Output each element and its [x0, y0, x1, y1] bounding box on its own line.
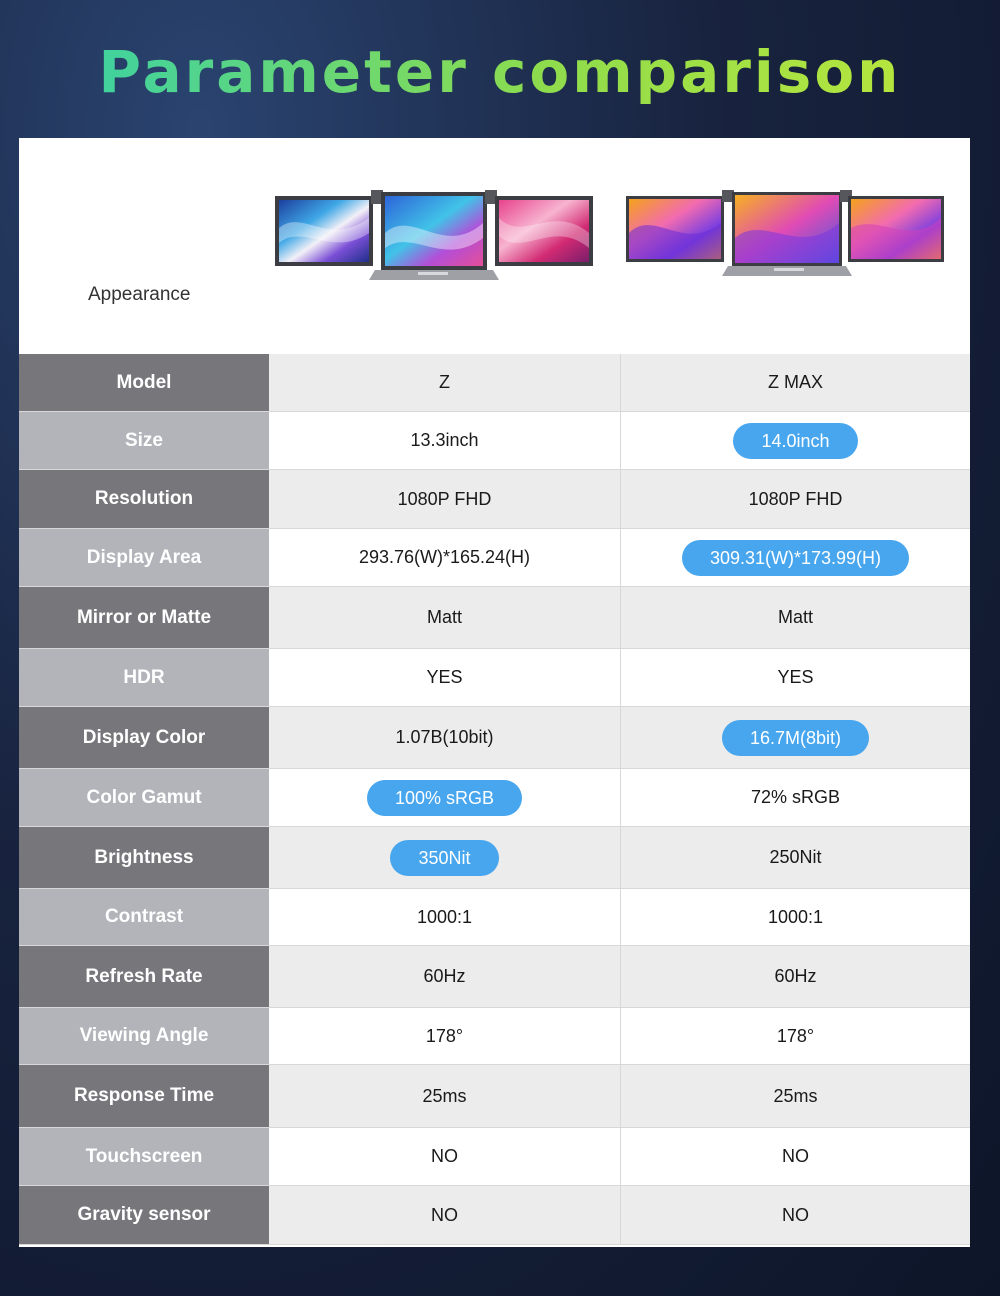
spec-value-z [269, 769, 621, 826]
spec-label: Gravity sensor [19, 1186, 269, 1244]
spec-label: Display Color [19, 707, 269, 768]
spec-value-zmax [621, 769, 970, 826]
spec-label: Color Gamut [19, 769, 269, 826]
spec-value-zmax [621, 1186, 970, 1244]
spec-value-text: NO [431, 1204, 458, 1225]
spec-row [19, 412, 970, 470]
spec-value-text: 1.07B(10bit) [395, 727, 494, 747]
spec-row [19, 1065, 970, 1128]
spec-label: Response Time [19, 1065, 269, 1127]
spec-row [19, 470, 970, 529]
spec-value-z [269, 946, 621, 1007]
spec-value-text: 1000:1 [416, 906, 473, 927]
spec-label: HDR [19, 649, 269, 706]
spec-value-zmax [621, 889, 970, 945]
spec-value-z [269, 1008, 621, 1064]
spec-value-text: NO [431, 1146, 458, 1166]
page-title: Parameter comparison [0, 38, 1000, 106]
comparison-panel [19, 138, 970, 1247]
spec-value-zmax [621, 354, 970, 411]
spec-value-zmax [621, 470, 970, 528]
spec-value-text: 60Hz [423, 966, 466, 986]
spec-row [19, 649, 970, 707]
spec-value-text: NO [782, 1146, 809, 1166]
spec-value-text: Matt [426, 607, 462, 627]
spec-value-text: 72% sRGB [750, 787, 841, 807]
spec-value-text: 13.3inch [410, 430, 479, 450]
spec-value-text: 25ms [773, 1085, 818, 1106]
spec-value-text: 178° [425, 1025, 464, 1046]
spec-label: Display Area [19, 529, 269, 586]
highlight-pill: 309.31(W)*173.99(H) [682, 540, 909, 576]
spec-value-text: NO [782, 1204, 809, 1225]
spec-value-z [269, 470, 621, 528]
spec-value-z [269, 354, 621, 411]
highlight-pill: 100% sRGB [367, 780, 522, 816]
spec-value-zmax [621, 707, 970, 768]
spec-value-zmax [621, 1065, 970, 1127]
spec-value-z [269, 412, 621, 469]
spec-value-z [269, 1065, 621, 1127]
spec-table [19, 354, 970, 1245]
spec-value-z [269, 1128, 621, 1185]
spec-value-z [269, 649, 621, 706]
spec-value-zmax [621, 1128, 970, 1185]
spec-value-text: 250Nit [769, 847, 822, 867]
spec-value-text: 1000:1 [767, 906, 824, 927]
spec-value-z [269, 707, 621, 768]
spec-label: Touchscreen [19, 1128, 269, 1185]
spec-label: Brightness [19, 827, 269, 888]
spec-row [19, 354, 970, 412]
highlight-pill: 16.7M(8bit) [722, 720, 869, 756]
spec-value-z [269, 1186, 621, 1244]
spec-value-zmax [621, 827, 970, 888]
spec-row [19, 889, 970, 946]
spec-label: Viewing Angle [19, 1008, 269, 1064]
product-zmax-image [624, 188, 946, 280]
spec-value-z [269, 587, 621, 648]
spec-value-z [269, 889, 621, 945]
spec-label: Size [19, 412, 269, 469]
highlight-pill: 350Nit [390, 840, 498, 876]
spec-value-text: 1080P FHD [397, 488, 492, 509]
spec-label: Model [19, 354, 269, 411]
spec-value-text: 60Hz [774, 966, 817, 986]
product-z-image [273, 188, 593, 283]
spec-row [19, 827, 970, 889]
spec-label: Resolution [19, 470, 269, 528]
spec-label: Refresh Rate [19, 946, 269, 1007]
spec-value-zmax [621, 529, 970, 586]
spec-row [19, 1008, 970, 1065]
spec-value-z [269, 529, 621, 586]
spec-value-text: 1080P FHD [748, 488, 843, 509]
highlight-pill: 14.0inch [733, 423, 857, 459]
spec-label: Mirror or Matte [19, 587, 269, 648]
spec-row [19, 529, 970, 587]
spec-row [19, 946, 970, 1008]
spec-value-text: 293.76(W)*165.24(H) [358, 547, 531, 567]
spec-row [19, 587, 970, 649]
spec-value-zmax [621, 1008, 970, 1064]
spec-value-zmax [621, 587, 970, 648]
spec-value-text: YES [426, 667, 463, 687]
spec-value-text: YES [777, 667, 814, 687]
spec-value-text: Matt [777, 607, 813, 627]
spec-value-z [269, 827, 621, 888]
spec-value-text: 25ms [422, 1085, 467, 1106]
spec-value-text: Z MAX [767, 372, 823, 392]
spec-row [19, 707, 970, 769]
spec-label: Contrast [19, 889, 269, 945]
spec-value-text: 178° [776, 1025, 815, 1046]
spec-value-text: Z [439, 372, 450, 392]
appearance-label: Appearance [88, 284, 191, 305]
spec-value-zmax [621, 649, 970, 706]
spec-row [19, 1128, 970, 1186]
spec-value-zmax [621, 946, 970, 1007]
spec-row [19, 769, 970, 827]
appearance-row [19, 138, 970, 354]
spec-row [19, 1186, 970, 1245]
spec-value-zmax [621, 412, 970, 469]
